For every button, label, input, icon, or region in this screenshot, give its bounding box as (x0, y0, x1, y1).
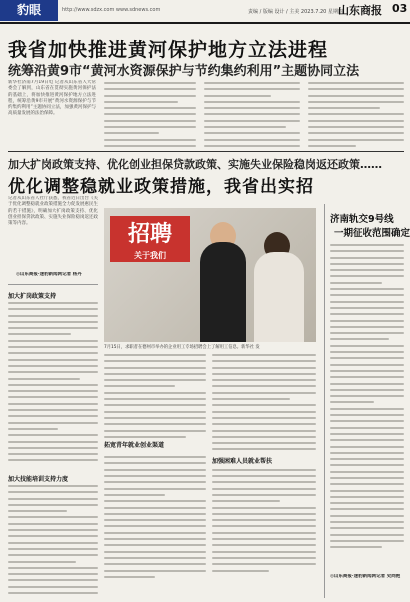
section-divider (8, 151, 404, 152)
recruitment-sign (110, 216, 190, 262)
section-heading-expand-jobs: 加大扩岗政策支持 (8, 293, 57, 300)
photo-caption: 7月15日，求职者在德州市举办的企业用工专场招聘会上了解用工信息。新华社 发 (104, 345, 260, 350)
person-body (200, 242, 246, 342)
story2-body-column (104, 354, 206, 597)
story1-subhead: 统筹沿黄9市“黄河水资源保护与节约集约利用”主题协同立法 (8, 64, 360, 79)
story2-byline: ◎山东商报·速豹新闻网记者 杨丹 (16, 272, 82, 277)
story2-body-column (8, 302, 98, 470)
job-fair-photo (104, 208, 316, 342)
story2-body-column (8, 485, 98, 597)
masthead (0, 0, 410, 24)
section-heading-assist-hardship: 加强困难人员就业帮扶 (212, 458, 273, 465)
sidebar-byline: ◎山东商报·速豹新闻网记者 史尚艳 (330, 574, 401, 579)
story1-lead: 新华社济南7月19日电 记者从山东省人大常委会了解到，山东省在贯彻实施黄河保护法的基础上，将加快推进黄河保护地方立法进程，统筹沿黄9市开展“黄河水资源保护与节约集约利用”主题协同立法，加强黄河保护与高质量发展的法治保障。 (8, 80, 96, 117)
sidebar-headline-line1: 济南轨交9号线 (330, 214, 394, 225)
story2-body-column (212, 354, 316, 597)
story1-body-column (104, 82, 196, 148)
masthead-url: http://www.sdzx.com www.sdnews.com (62, 7, 161, 13)
sidebar-headline-line2: 一期征收范围确定 (334, 228, 410, 239)
recruitment-sign-text: 招聘 (127, 222, 172, 247)
story2-headline: 优化调整稳就业政策措施，我省出实招 (8, 177, 314, 197)
masthead-logo: 豹眼 (0, 0, 58, 21)
story1-body-column (204, 82, 300, 148)
sidebar-body-column (330, 244, 404, 570)
story2-lead: 记者从山东省人社厅获悉，我省近日出台《关于优化调整稳就业政策措施全力促发展惠民生的若干措施》，明确加大扩岗政策支持、优化创业担保贷款政策、实施失业保险稳岗返还政策等内容。 (8, 196, 98, 227)
person-body (254, 252, 304, 342)
masthead-paper-name: 山东商报 (338, 4, 382, 17)
byline-divider (8, 284, 98, 285)
page-number: 03 (392, 2, 408, 15)
section-heading-youth-employment: 拓宽青年就业创业渠道 (104, 442, 165, 449)
story1-body-column (308, 82, 404, 148)
masthead-meta: 责编 / 版编 设计 / 主美 2023.7.20 星期四 (248, 9, 343, 15)
recruitment-sign-subtext: 关于我们 (134, 251, 166, 260)
story2-kicker: 加大扩岗政策支持、优化创业担保贷款政策、实施失业保险稳岗返还政策…… (8, 158, 382, 171)
column-divider (324, 204, 325, 598)
story1-headline: 我省加快推进黄河保护地方立法进程 (8, 39, 329, 61)
section-heading-skills-training: 加大技能培训支持力度 (8, 476, 69, 483)
